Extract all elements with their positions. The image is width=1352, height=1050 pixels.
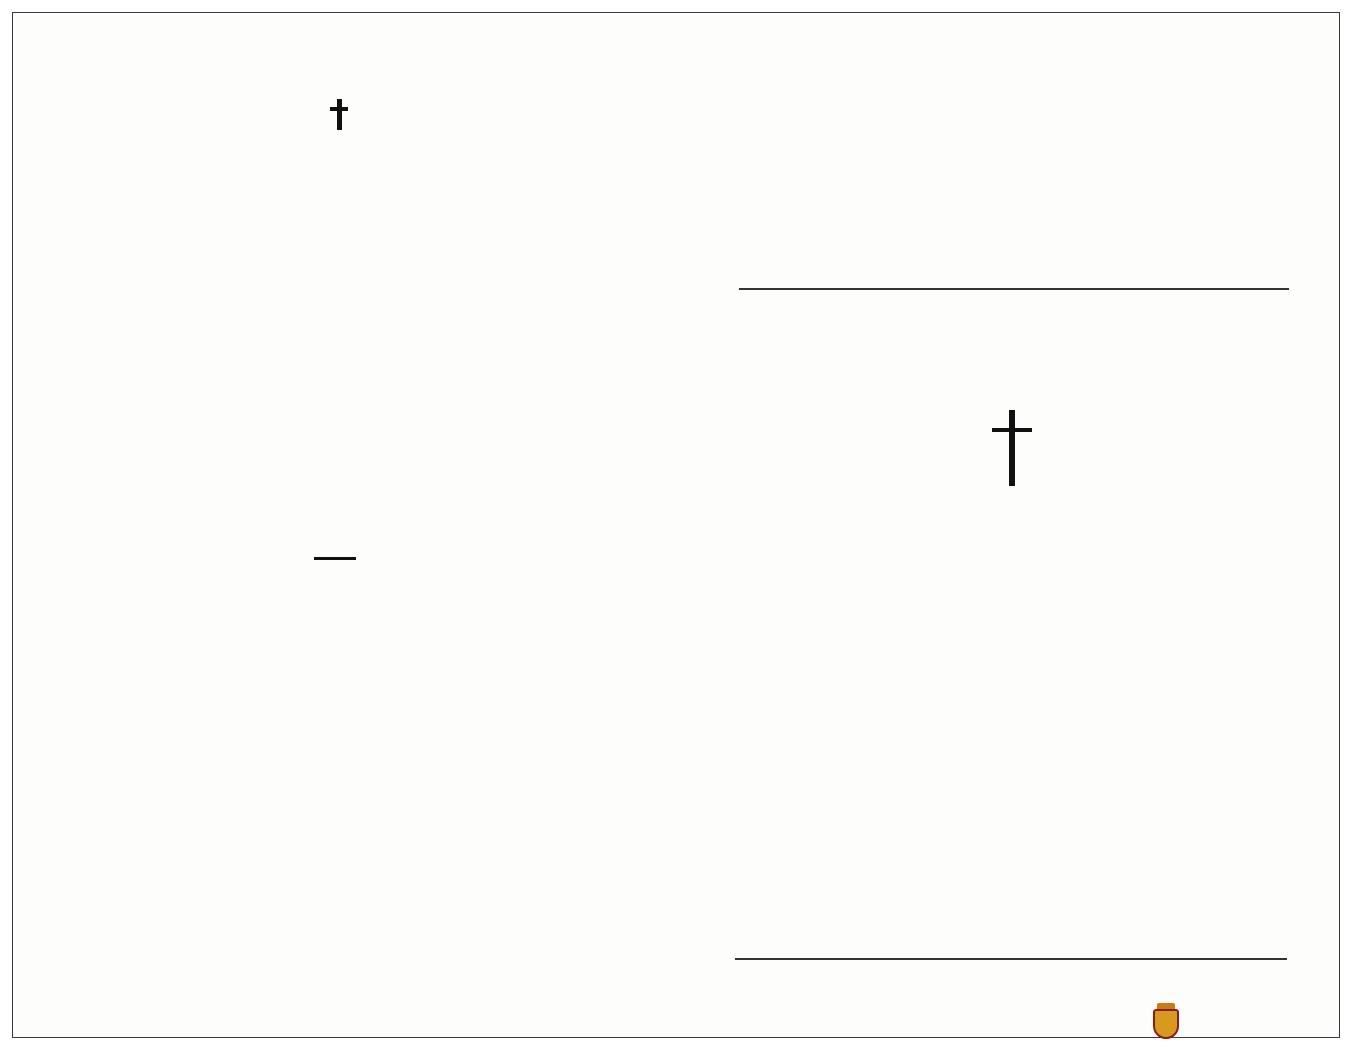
- large-cross-icon: [992, 410, 1032, 486]
- short-divider: [314, 557, 356, 560]
- printer-divider: [735, 958, 1287, 960]
- cross-icon: [330, 99, 348, 130]
- memorial-card: [12, 12, 1340, 1038]
- daris-crest-icon: [1150, 1003, 1182, 1043]
- right-divider-top: [739, 288, 1289, 290]
